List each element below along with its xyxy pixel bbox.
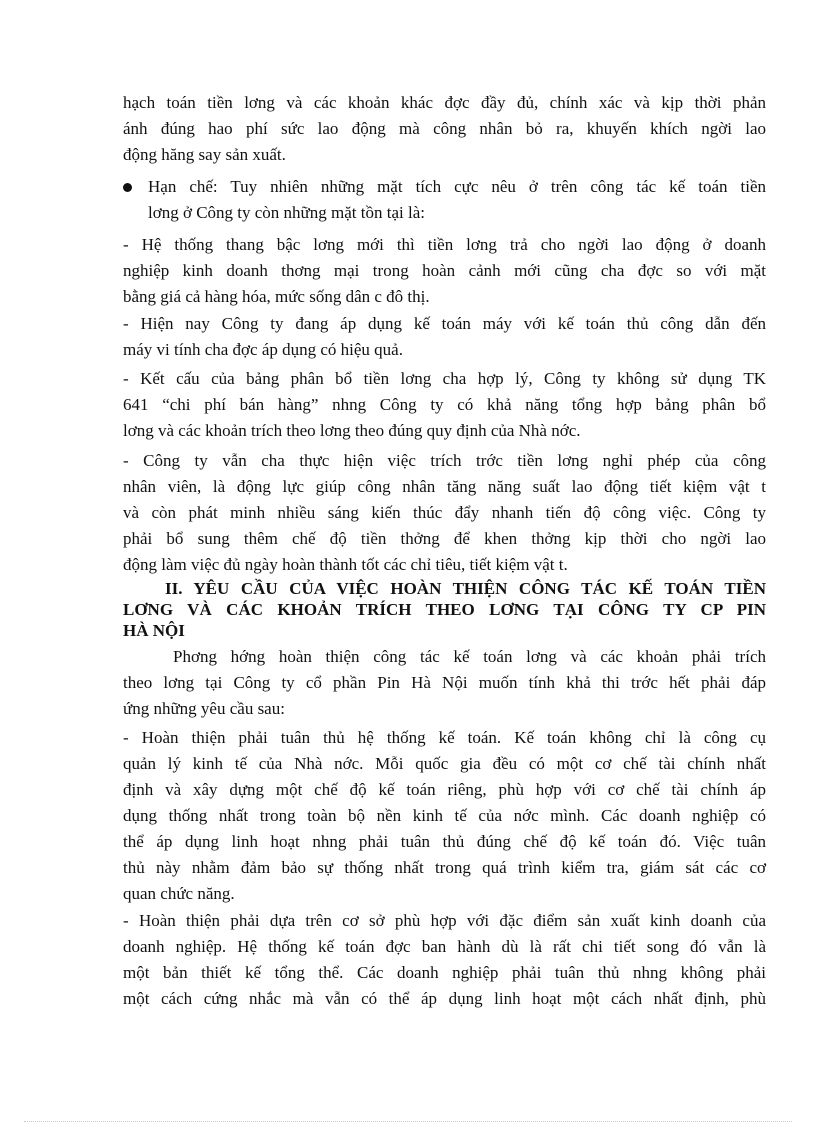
text-line: theo lơng tại Công ty cổ phần Pin Hà Nội muốn tính khả thi trớc hết phải đáp bbox=[123, 673, 766, 692]
bullet-icon bbox=[123, 183, 132, 192]
text-line: bằng giá cả hàng hóa, mức sống dân c đô thị. bbox=[123, 287, 430, 306]
section-heading bbox=[123, 578, 766, 641]
text-line: - Hiện nay Công ty đang áp dụng kế toán máy với kế toán thủ công dẫn đến bbox=[123, 314, 766, 333]
page-bottom-dotted-rule bbox=[24, 1121, 792, 1122]
paragraph-accounting-software bbox=[123, 311, 766, 363]
text-line: ánh đúng hao phí sức lao động mà công nhân bỏ ra, khuyến khích ngời lao bbox=[123, 119, 766, 138]
heading-line: HÀ NỘI bbox=[123, 621, 185, 640]
text-line: - Kết cấu của bảng phân bổ tiền lơng cha hợp lý, Công ty không sử dụng TK bbox=[123, 369, 766, 388]
text-line: - Hoàn thiện phải tuân thủ hệ thống kế toán. Kế toán không chỉ là công cụ bbox=[123, 728, 766, 747]
text-line: ứng những yêu cầu sau: bbox=[123, 699, 285, 718]
text-line: quan chức năng. bbox=[123, 884, 235, 903]
text-line: một cách cứng nhắc mà vẫn có thể áp dụng linh hoạt một cách nhất định, phù bbox=[123, 989, 766, 1008]
text-line: Hạn chế: Tuy nhiên những mặt tích cực nêu ở trên công tác kế toán tiền bbox=[148, 177, 766, 196]
heading-line: LƠNG VÀ CÁC KHOẢN TRÍCH THEO LƠNG TẠI CÔNG TY CP PIN bbox=[123, 600, 766, 619]
text-line: dụng thống nhất trong toàn bộ nền kinh tế của nớc mình. Các doanh nghiệp có bbox=[123, 806, 766, 825]
text-line: - Hệ thống thang bậc lơng mới thì tiền lơng trả cho ngời lao động ở doanh bbox=[123, 235, 766, 254]
text-line: một bản thiết kế tổng thể. Các doanh nghiệp phải tuân thủ nhng không phải bbox=[123, 963, 766, 982]
text-line: định và xây dựng một chế độ kế toán riêng, phù hợp với cơ chế tài chính áp bbox=[123, 780, 766, 799]
text-line: phải bổ sung thêm chế độ tiền thởng để khen thởng kịp thời cho ngời lao bbox=[123, 529, 766, 548]
text-line: động làm việc đủ ngày hoàn thành tốt các chỉ tiêu, tiết kiệm vật t. bbox=[123, 555, 568, 574]
text-line: hạch toán tiền lơng và các khoản khác đợc đầy đủ, chính xác và kịp thời phản bbox=[123, 93, 766, 112]
text-line: - Công ty vẫn cha thực hiện việc trích trớc tiền lơng nghỉ phép của công bbox=[123, 451, 766, 470]
text-line: máy vi tính cha đợc áp dụng có hiệu quả. bbox=[123, 340, 403, 359]
paragraph-limitations bbox=[123, 174, 766, 226]
text-line: - Hoàn thiện phải dựa trên cơ sở phù hợp với đặc điểm sản xuất kinh doanh của bbox=[123, 911, 766, 930]
paragraph-requirement-system bbox=[123, 725, 766, 907]
text-line: thủ này nhằm đảm bảo sự thống nhất trong quá trình kiểm tra, giám sát các cơ bbox=[123, 858, 766, 877]
text-line: và còn phát minh nhiều sáng kiến thúc đẩy nhanh tiến độ công việc. Công ty bbox=[123, 503, 766, 522]
text-line: lơng và các khoản trích theo lơng theo đúng quy định của Nhà nớc. bbox=[123, 421, 581, 440]
paragraph-intro bbox=[123, 90, 766, 168]
text-line: nhân viên, là động lực giúp công nhân tăng năng suất lao động tiết kiệm vật t bbox=[123, 477, 766, 496]
text-line: nghiệp kinh doanh thơng mại trong hoàn cảnh mới cũng cha đợc so với mặt bbox=[123, 261, 766, 280]
text-line: doanh nghiệp. Hệ thống kế toán đợc ban hành dù là rất chi tiết song đó vẫn là bbox=[123, 937, 766, 956]
text-line: quản lý kinh tế của Nhà nớc. Mỗi quốc gia đều có một cơ chế tài chính nhất bbox=[123, 754, 766, 773]
paragraph-leave-provision bbox=[123, 448, 766, 578]
text-line: thể áp dụng linh hoạt nhng phải tuân thủ đúng chế độ kế toán đó. Việc tuân bbox=[123, 832, 766, 851]
text-line: động hăng say sản xuất. bbox=[123, 145, 286, 164]
paragraph-allocation-table bbox=[123, 366, 766, 444]
paragraph-wage-scale bbox=[123, 232, 766, 310]
text-line: lơng ở Công ty còn những mặt tồn tại là: bbox=[148, 203, 425, 222]
text-line: 641 “chi phí bán hàng” nhng Công ty có khả năng tổng hợp bảng phân bổ bbox=[123, 395, 766, 414]
text-line: Phơng hớng hoàn thiện công tác kế toán lơng và các khoản phải trích bbox=[173, 647, 766, 666]
paragraph-direction bbox=[123, 644, 766, 722]
paragraph-requirement-fit bbox=[123, 908, 766, 1012]
heading-line: II. YÊU CẦU CỦA VIỆC HOÀN THIỆN CÔNG TÁC KẾ TOÁN TIỀN bbox=[165, 579, 766, 598]
